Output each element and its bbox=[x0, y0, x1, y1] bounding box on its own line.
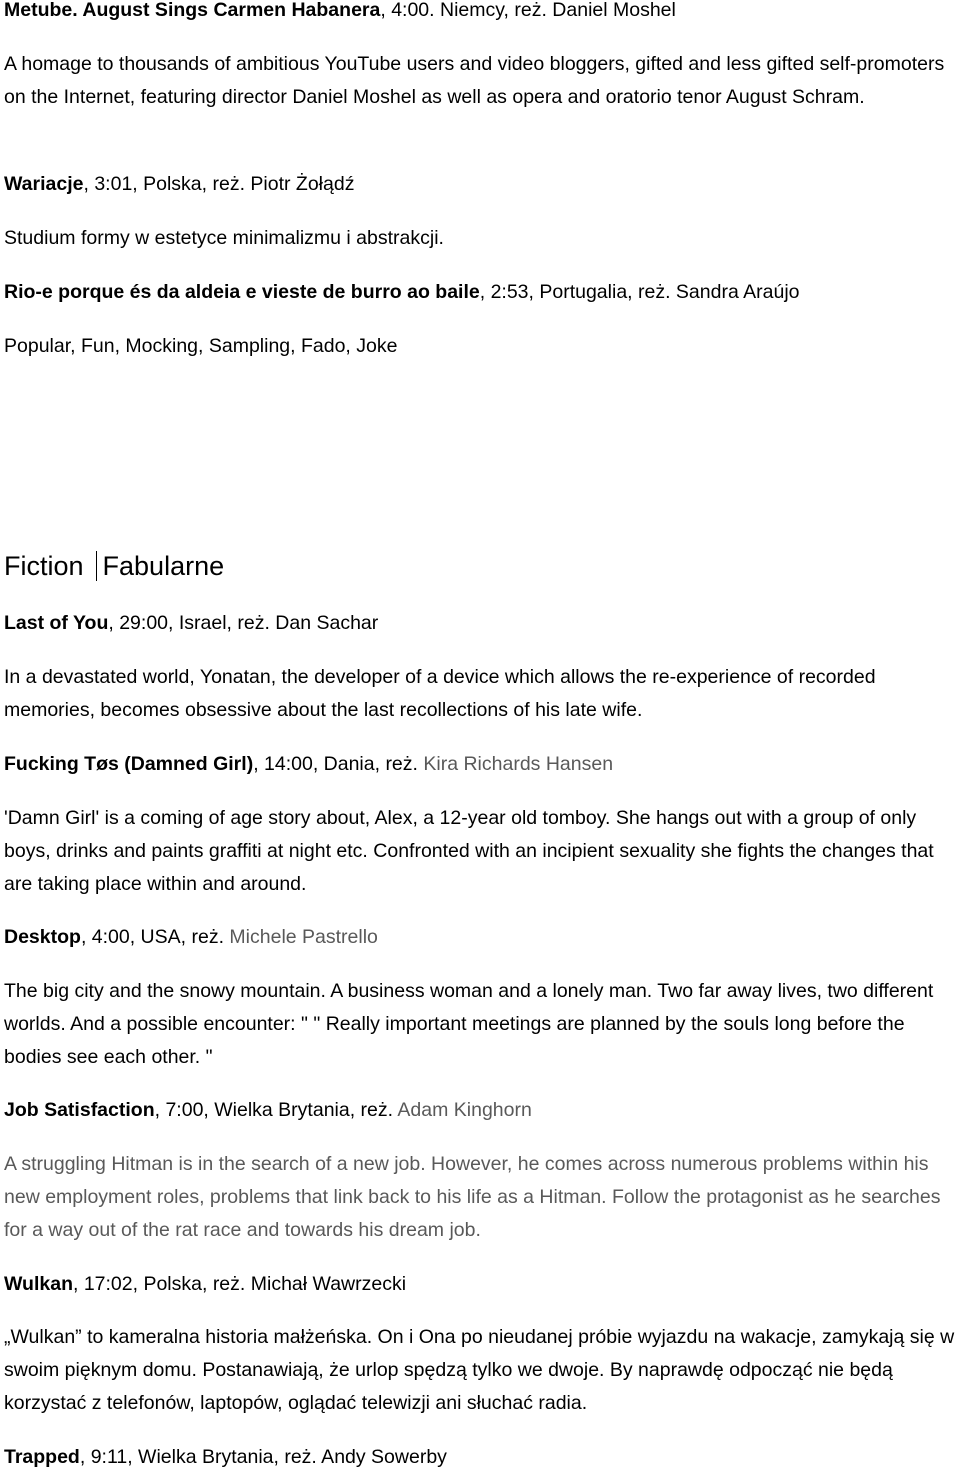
film-meta: , 7:00, Wielka Brytania, reż. bbox=[154, 1099, 398, 1121]
film-description: „Wulkan” to kameralna historia małżeńska. On i Ona po nieudanej próbie wyjazdu na wakacje, zamykają się w swoim pięknym domu. Postanawiają, że urlop spędzą tylko we dwoje. By naprawdę odpocząć nie będą korzystać z telefonów, laptopów, oglądać telewizji ani słuchać radia. bbox=[4, 1326, 955, 1414]
film-meta: , 4:00, USA, reż. bbox=[80, 926, 230, 948]
film-title: Desktop bbox=[4, 926, 81, 948]
film-meta: , 2:53, Portugalia, reż. Sandra Araújo bbox=[479, 281, 800, 303]
film-description: 'Damn Girl' is a coming of age story about, Alex, a 12-year old tomboy. She hangs out with a group of only boys, drinks and paints graffiti at night etc. Confronted with an incipient sexuality she fights the changes that are taking place within and around. bbox=[4, 807, 934, 895]
heading-divider bbox=[96, 551, 97, 581]
film-entry-last-of-you bbox=[4, 607, 958, 640]
section-heading bbox=[4, 546, 224, 586]
film-description: The big city and the snowy mountain. A business woman and a lonely man. Two far away lives, two different worlds. And a possible encounter: " " Really important meetings are planned by the souls long before the bodies see each other. " bbox=[4, 980, 934, 1068]
film-title: Wulkan bbox=[4, 1273, 73, 1295]
section-heading-pl: Fabularne bbox=[102, 551, 225, 581]
film-entry-desktop bbox=[4, 921, 958, 954]
film-title: Job Satisfaction bbox=[4, 1099, 155, 1121]
film-description: Popular, Fun, Mocking, Sampling, Fado, Joke bbox=[4, 335, 398, 357]
film-director: Adam Kinghorn bbox=[397, 1099, 532, 1121]
film-description: A struggling Hitman is in the search of a new job. However, he comes across numerous problems within his new employment roles, problems that link back to his life as a Hitman. Follow the protagonist as he searches for a way out of the rat race and towards his dream job. bbox=[4, 1153, 941, 1241]
film-title: Metube. August Sings Carmen Habanera bbox=[4, 0, 381, 21]
film-meta: , 14:00, Dania, reż. bbox=[253, 753, 424, 775]
film-title: Wariacje bbox=[4, 173, 84, 195]
film-director: Kira Richards Hansen bbox=[423, 753, 614, 775]
film-meta: , 17:02, Polska, reż. Michał Wawrzecki bbox=[72, 1273, 407, 1295]
film-entry-job-satisfaction bbox=[4, 1094, 958, 1127]
film-meta: , 4:00. Niemcy, reż. Daniel Moshel bbox=[380, 0, 676, 21]
film-entry-metube bbox=[4, 0, 958, 27]
film-title: Rio-e porque és da aldeia e vieste de burro ao baile bbox=[4, 281, 480, 303]
film-entry-wariacje bbox=[4, 168, 958, 201]
section-heading-en: Fiction bbox=[4, 551, 84, 581]
film-description: Studium formy w estetyce minimalizmu i abstrakcji. bbox=[4, 227, 444, 249]
film-meta: , 29:00, Israel, reż. Dan Sachar bbox=[108, 612, 379, 634]
film-meta: , 3:01, Polska, reż. Piotr Żołądź bbox=[83, 173, 355, 195]
film-entry-trapped bbox=[4, 1441, 958, 1474]
film-description: A homage to thousands of ambitious YouTube users and video bloggers, gifted and less gifted self-promoters on the Internet, featuring director Daniel Moshel as well as opera and oratorio tenor August Schram. bbox=[4, 53, 945, 108]
film-title: Fucking Tøs (Damned Girl) bbox=[4, 753, 254, 775]
film-director: Michele Pastrello bbox=[229, 926, 378, 948]
film-title: Last of You bbox=[4, 612, 109, 634]
film-meta: , 9:11, Wielka Brytania, reż. Andy Sowerby bbox=[79, 1446, 447, 1468]
film-entry-wulkan bbox=[4, 1268, 958, 1301]
film-entry-rio bbox=[4, 276, 958, 309]
film-entry-fucking-tos bbox=[4, 748, 958, 781]
film-description: In a devastated world, Yonatan, the developer of a device which allows the re-experience of recorded memories, becomes obsessive about the last recollections of his late wife. bbox=[4, 666, 876, 721]
film-title: Trapped bbox=[4, 1446, 80, 1468]
